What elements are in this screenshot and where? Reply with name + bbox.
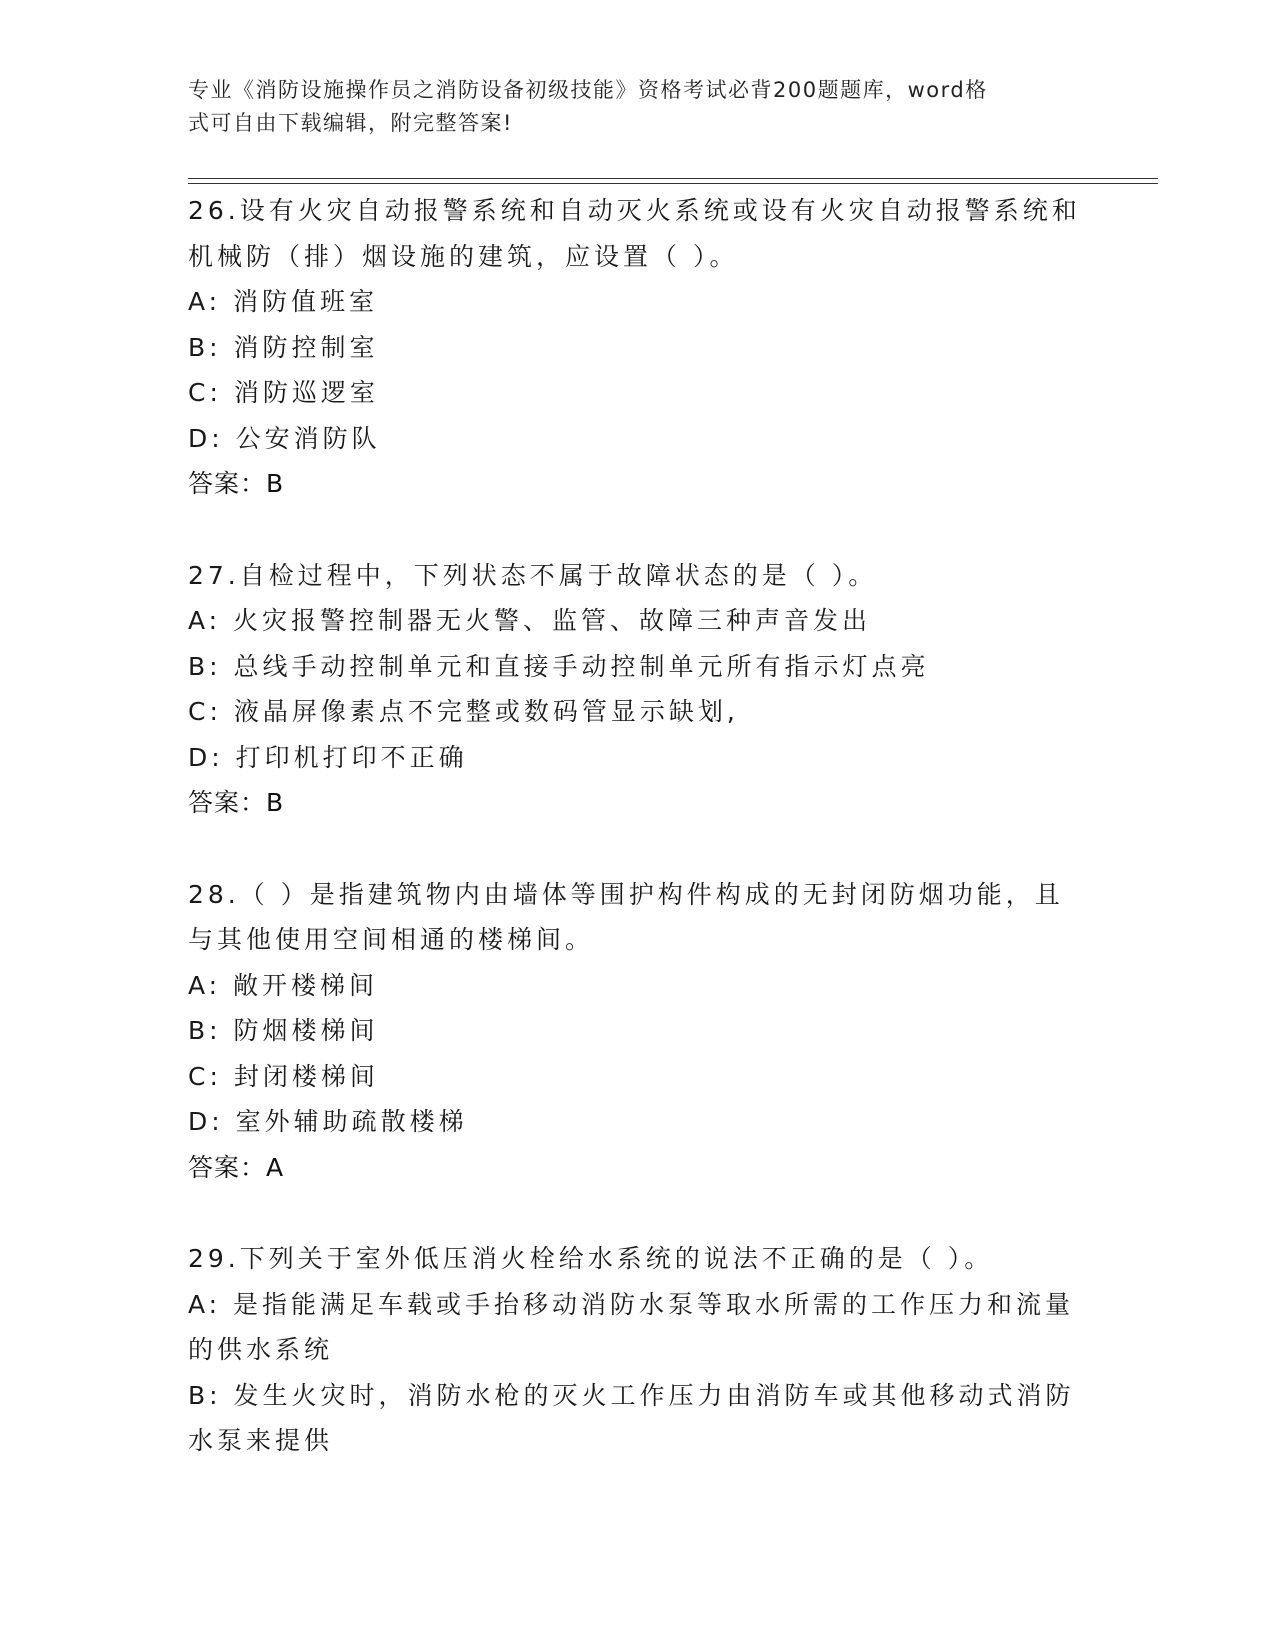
option-line: B: 总线手动控制单元和直接手动控制单元所有指示灯点亮	[188, 651, 930, 681]
option-line: 水泵来提供	[188, 1426, 334, 1455]
header-title-line-2: 式可自由下载编辑，附完整答案!	[188, 111, 513, 135]
question-stem-line: 与其他使用空间相通的楼梯间。	[188, 925, 595, 954]
header-divider-bottom	[188, 183, 1158, 184]
option-line: A: 火灾报警控制器无火警、监管、故障三种声音发出	[188, 606, 872, 635]
question-list	[188, 188, 1088, 1510]
answer-line: 答案：B	[188, 469, 285, 498]
question-block	[188, 872, 1088, 1191]
answer-line: 答案：A	[188, 1152, 285, 1182]
document-header	[188, 74, 1068, 140]
question-stem-line: 28.（ ）是指建筑物内由墙体等围护构件构成的无封闭防烟功能，且	[188, 879, 1064, 909]
option-line: C: 液晶屏像素点不完整或数码管显示缺划,	[188, 697, 739, 726]
option-line: B: 发生火灾时，消防水枪的灭火工作压力由消防车或其他移动式消防	[188, 1380, 1075, 1410]
option-line: C: 消防巡逻室	[188, 378, 379, 407]
option-line: D: 室外辅助疏散楼梯	[188, 1107, 468, 1136]
question-block	[188, 188, 1088, 507]
option-line: B: 消防控制室	[188, 332, 379, 362]
header-title-line-1: 专业《消防设施操作员之消防设备初级技能》资格考试必背200题题库，word格	[188, 78, 988, 102]
option-line: A: 消防值班室	[188, 287, 379, 316]
option-line: D: 公安消防队	[188, 423, 381, 453]
option-line: A: 是指能满足车载或手抬移动消防水泵等取水所需的工作压力和流量	[188, 1289, 1075, 1319]
question-block	[188, 553, 1088, 826]
option-line: C: 封闭楼梯间	[188, 1061, 379, 1091]
question-stem-line: 26.设有火灾自动报警系统和自动灭火系统或设有火灾自动报警系统和	[188, 196, 1081, 225]
option-line: B: 防烟楼梯间	[188, 1016, 379, 1045]
option-line: D: 打印机打印不正确	[188, 742, 468, 772]
question-stem-line: 29.下列关于室外低压消火栓给水系统的说法不正确的是（ ）。	[188, 1244, 994, 1273]
header-divider-top	[188, 178, 1158, 179]
question-block	[188, 1236, 1088, 1464]
option-line: 的供水系统	[188, 1335, 334, 1364]
question-stem-line: 27.自检过程中，下列状态不属于故障状态的是（ ）。	[188, 560, 878, 590]
answer-line: 答案：B	[188, 788, 285, 817]
question-stem-line: 机械防（排）烟设施的建筑，应设置（ ）。	[188, 241, 739, 271]
option-line: A: 敞开楼梯间	[188, 970, 379, 1000]
